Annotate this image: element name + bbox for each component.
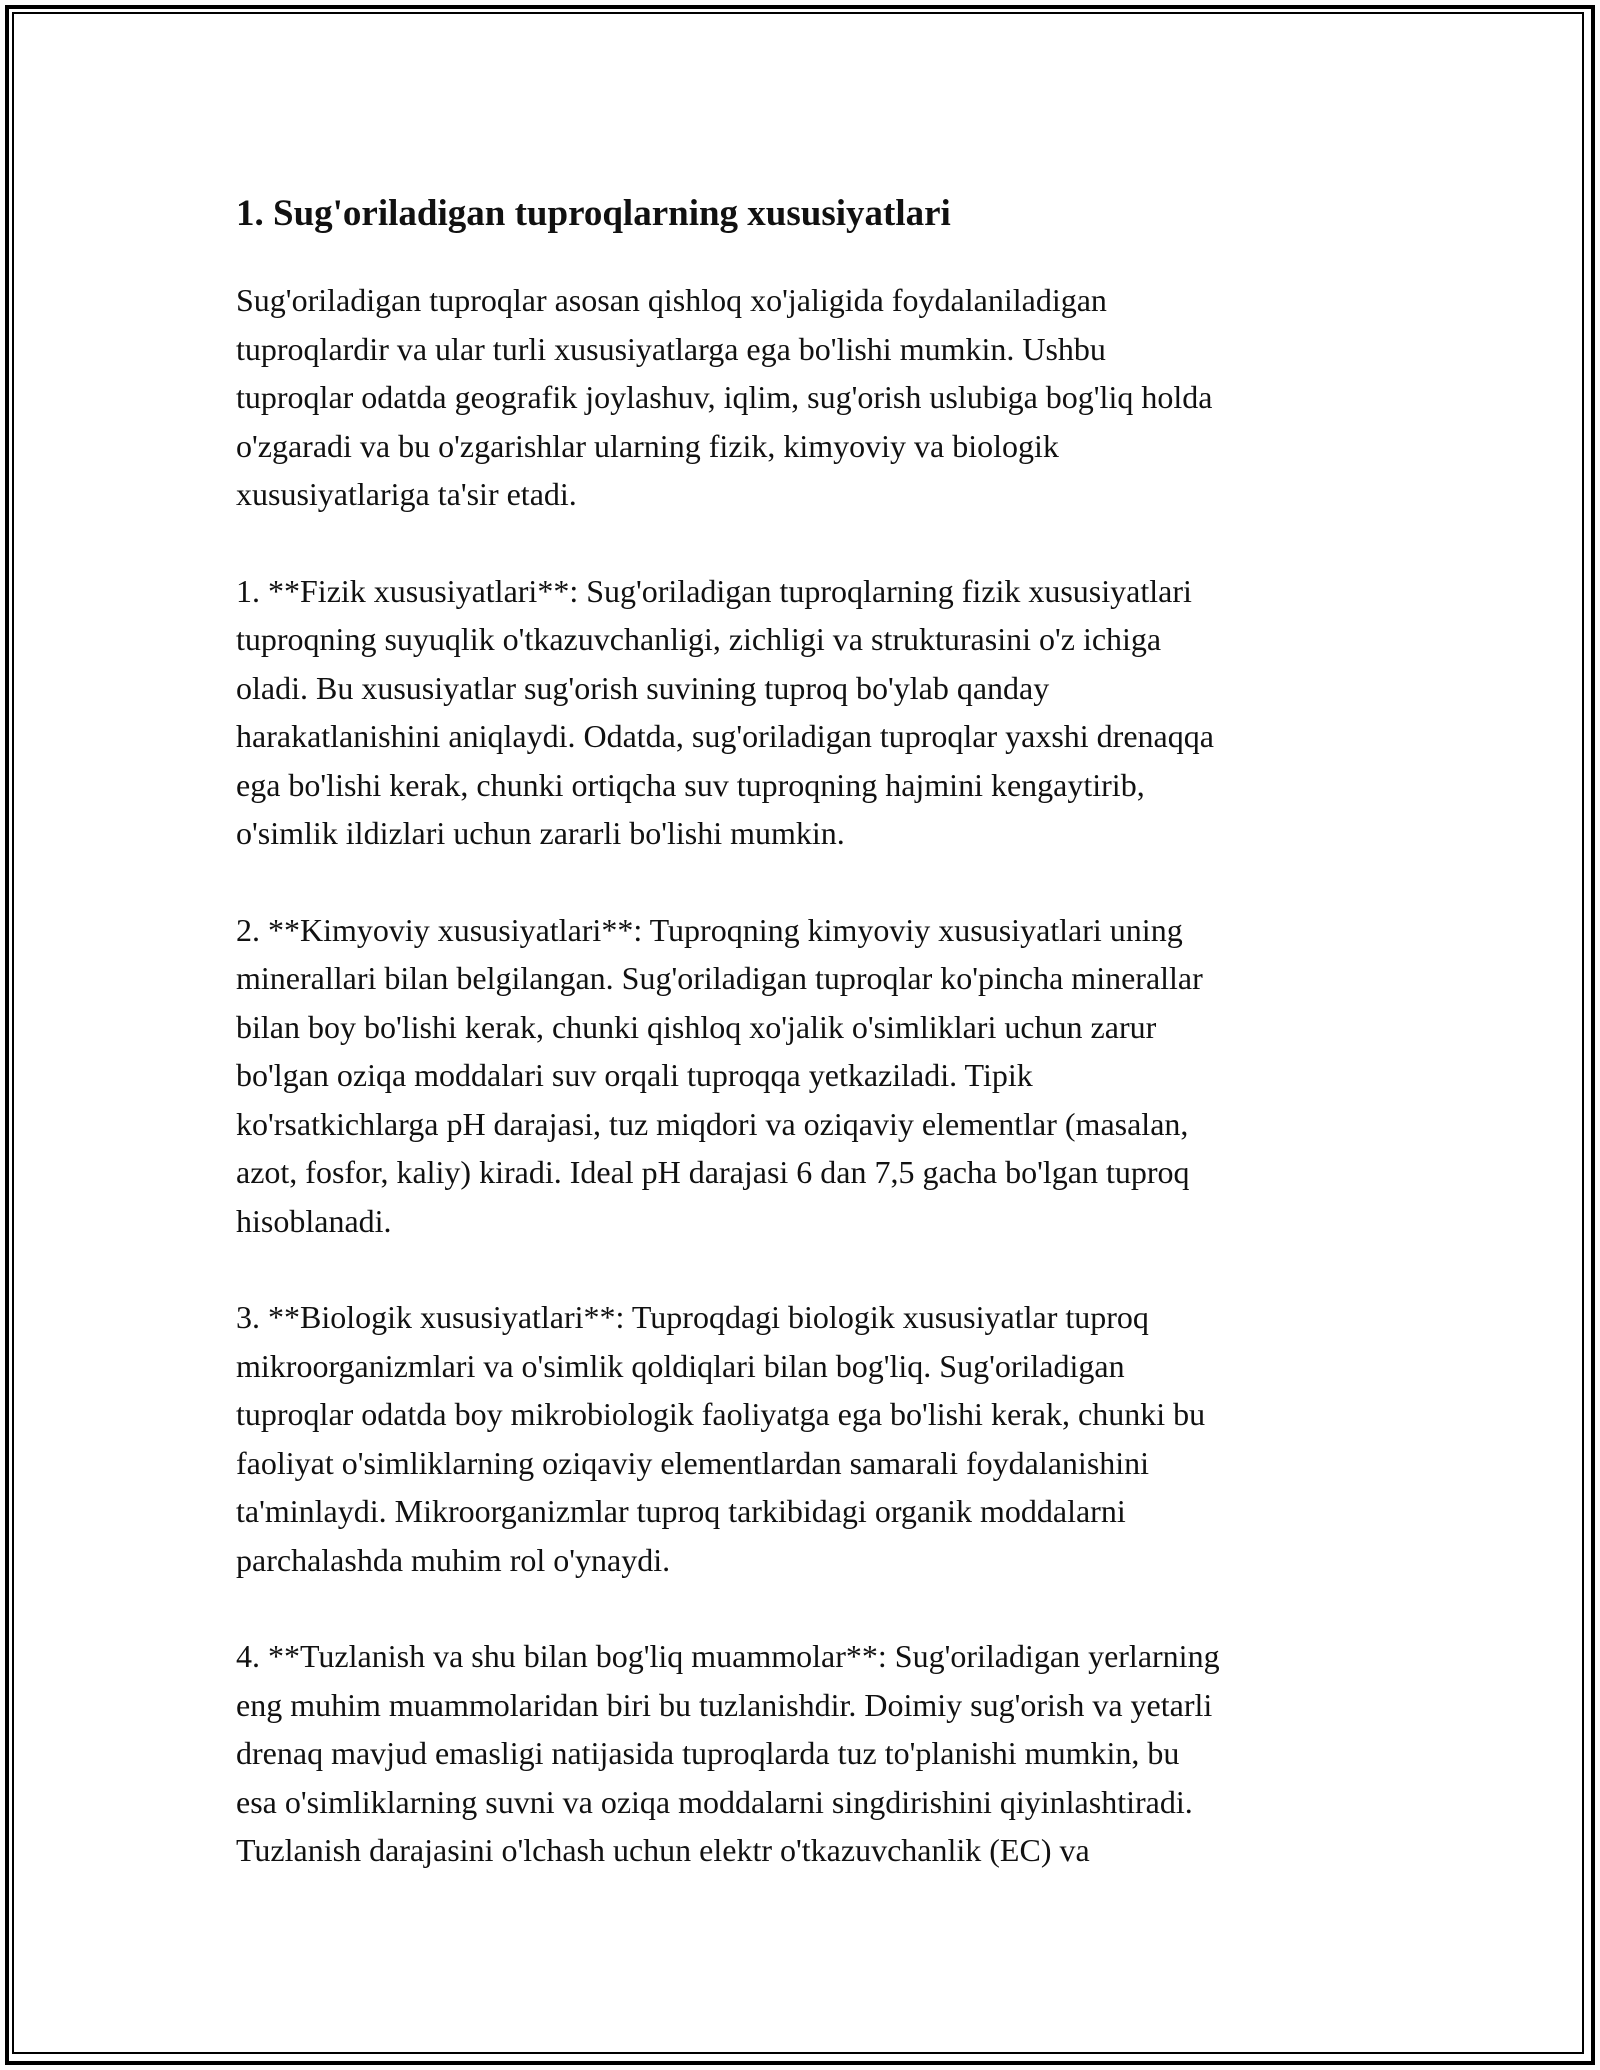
- text-line: parchalashda muhim rol o'ynaydi.: [236, 1541, 671, 1578]
- text-line: esa o'simliklarning suvni va oziqa moddalarni singdirishini qiyinlashtiradi.: [236, 1783, 1193, 1820]
- intro-paragraph: [236, 276, 1376, 519]
- text-line: o'zgaradi va bu o'zgarishlar ularning fizik, kimyoviy va biologik: [236, 427, 1059, 464]
- salinization-paragraph: [236, 1632, 1376, 1875]
- text-line: 1. **Fizik xususiyatlari**: Sug'oriladigan tuproqlarning fizik xususiyatlari: [236, 572, 1192, 609]
- text-line: eng muhim muammolaridan biri bu tuzlanishdir. Doimiy sug'orish va yetarli: [236, 1686, 1213, 1723]
- text-line: 4. **Tuzlanish va shu bilan bog'liq muammolar**: Sug'oriladigan yerlarning: [236, 1638, 1220, 1674]
- text-line: oladi. Bu xususiyatlar sug'orish suvining tuproq bo'ylab qanday: [236, 669, 1050, 706]
- text-line: ta'minlaydi. Mikroorganizmlar tuproq tarkibidagi organik moddalarni: [236, 1493, 1126, 1529]
- text-line: harakatlanishini aniqlaydi. Odatda, sug'oriladigan tuproqlar yaxshi drenaqqa: [236, 718, 1214, 754]
- text-line: xususiyatlariga ta'sir etadi.: [236, 476, 577, 512]
- document-body: [236, 186, 1376, 1923]
- text-line: bilan boy bo'lishi kerak, chunki qishloq xo'jalik o'simliklari uchun zarur: [236, 1008, 1157, 1045]
- text-line: Sug'oriladigan tuproqlar asosan qishloq xo'jaligida foydalaniladigan: [236, 282, 1107, 318]
- section-heading: 1. Sug'oriladigan tuproqlarning xususiyatlari: [236, 193, 951, 234]
- text-line: drenaq mavjud emasligi natijasida tuproqlarda tuz to'planishi mumkin, bu: [236, 1735, 1180, 1771]
- text-line: bo'lgan oziqa moddalari suv orqali tuproqqa yetkaziladi. Tipik: [236, 1057, 1033, 1093]
- text-line: Tuzlanish darajasini o'lchash uchun elektr o'tkazuvchanlik (EC) va: [236, 1832, 1090, 1868]
- biological-properties-paragraph: [236, 1293, 1376, 1584]
- text-line: tuproqlar odatda boy mikrobiologik faoliyatga ega bo'lishi kerak, chunki bu: [236, 1396, 1206, 1432]
- text-line: faoliyat o'simliklarning oziqaviy elementlardan samarali foydalanishini: [236, 1444, 1150, 1481]
- text-line: 2. **Kimyoviy xususiyatlari**: Tuproqning kimyoviy xususiyatlari uning: [236, 911, 1183, 948]
- text-line: azot, fosfor, kaliy) kiradi. Ideal pH darajasi 6 dan 7,5 gacha bo'lgan tuproq: [236, 1154, 1190, 1190]
- text-line: tuproqlardir va ular turli xususiyatlarga ega bo'lishi mumkin. Ushbu: [236, 330, 1106, 367]
- text-line: minerallari bilan belgilangan. Sug'oriladigan tuproqlar ko'pincha minerallar: [236, 960, 1203, 996]
- chemical-properties-paragraph: [236, 906, 1376, 1246]
- text-line: mikroorganizmlari va o'simlik qoldiqlari bilan bog'liq. Sug'oriladigan: [236, 1347, 1125, 1384]
- text-line: 3. **Biologik xususiyatlari**: Tuproqdagi biologik xususiyatlar tuproq: [236, 1299, 1149, 1335]
- text-line: tuproqlar odatda geografik joylashuv, iqlim, sug'orish uslubiga bog'liq holda: [236, 379, 1213, 415]
- physical-properties-paragraph: [236, 567, 1376, 858]
- text-line: ega bo'lishi kerak, chunki ortiqcha suv tuproqning hajmini kengaytirib,: [236, 766, 1145, 803]
- text-line: o'simlik ildizlari uchun zararli bo'lishi mumkin.: [236, 815, 845, 851]
- text-line: ko'rsatkichlarga pH darajasi, tuz miqdori va oziqaviy elementlar (masalan,: [236, 1105, 1189, 1142]
- text-line: tuproqning suyuqlik o'tkazuvchanligi, zichligi va strukturasini o'z ichiga: [236, 621, 1162, 657]
- text-line: hisoblanadi.: [236, 1202, 392, 1239]
